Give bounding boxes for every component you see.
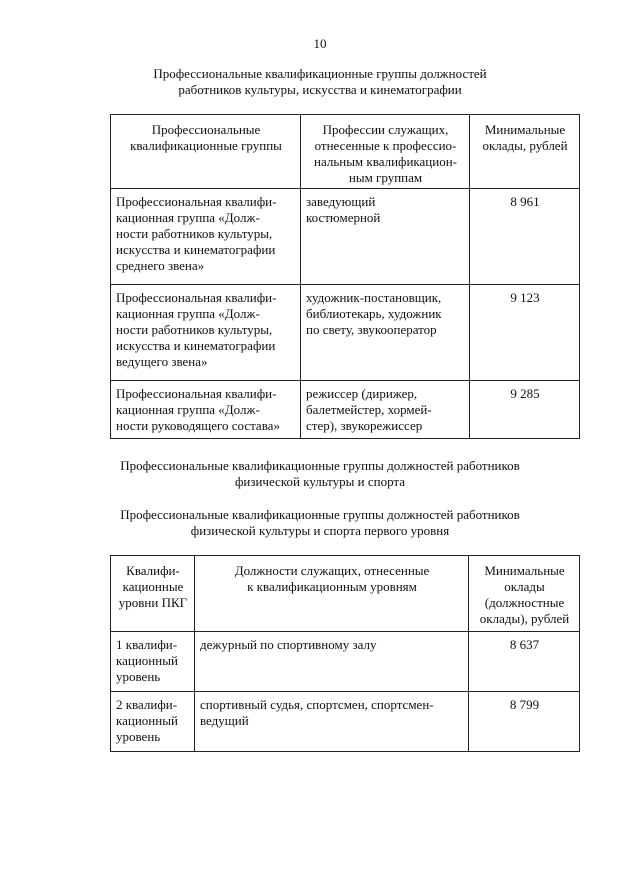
title-line: Профессиональные квалификационные группы должностей работников (120, 507, 520, 522)
salary-cell: 8 637 (469, 632, 580, 692)
group-cell: Профессиональная квалифи- кационная группа «Долж- ности руководящего состава» (111, 381, 301, 439)
table-row (111, 632, 580, 692)
title-line: Профессиональные квалификационные группы должностей работников (120, 458, 520, 473)
table-row (111, 285, 580, 381)
table-header-row (111, 115, 580, 189)
title-line: Профессиональные квалификационные группы должностей (153, 66, 487, 81)
title-line: физической культуры и спорта первого уровня (190, 523, 450, 538)
header-professions: Профессии служащих, отнесенные к профессио- нальным квалификацион- ным группам (301, 115, 470, 189)
sport-qualification-table (110, 555, 580, 752)
header-positions: Должности служащих, отнесенные к квалификационным уровням (195, 556, 469, 632)
positions-cell: дежурный по спортивному залу (195, 632, 469, 692)
group-cell: Профессиональная квалифи- кационная группа «Долж- ности работников культуры, искусства и кинематографии среднего звена» (111, 189, 301, 285)
title-line: работников культуры, искусства и кинематографии (178, 82, 462, 97)
table-row (111, 189, 580, 285)
salary-cell: 9 123 (470, 285, 580, 381)
professions-cell: режиссер (дирижер, балетмейстер, хормей- стер), звукорежиссер (301, 381, 470, 439)
salary-cell: 8 961 (470, 189, 580, 285)
salary-cell: 9 285 (470, 381, 580, 439)
positions-cell: спортивный судья, спортсмен, спортсмен- ведущий (195, 692, 469, 752)
header-salary: Минимальные оклады (должностные оклады), рублей (469, 556, 580, 632)
table-header-row (111, 556, 580, 632)
group-cell: Профессиональная квалифи- кационная группа «Долж- ности работников культуры, искусства и кинематографии ведущего звена» (111, 285, 301, 381)
header-levels: Квалифи- кационные уровни ПКГ (111, 556, 195, 632)
level-cell: 1 квалифи- кационный уровень (111, 632, 195, 692)
header-groups: Профессиональные квалификационные группы (111, 115, 301, 189)
professions-cell: заведующий костюмерной (301, 189, 470, 285)
salary-cell: 8 799 (469, 692, 580, 752)
professions-cell: художник-постановщик, библиотекарь, художник по свету, звукооператор (301, 285, 470, 381)
section-title-sport-first-level (0, 507, 640, 539)
page-number: 10 (313, 36, 327, 51)
section-title-sport (0, 458, 640, 490)
header-salary: Минимальные оклады, рублей (470, 115, 580, 189)
level-cell: 2 квалифи- кационный уровень (111, 692, 195, 752)
table-row (111, 381, 580, 439)
title-line: физической культуры и спорта (234, 474, 406, 489)
culture-qualification-table (110, 114, 580, 439)
table-row (111, 692, 580, 752)
section-title-culture (0, 66, 640, 98)
